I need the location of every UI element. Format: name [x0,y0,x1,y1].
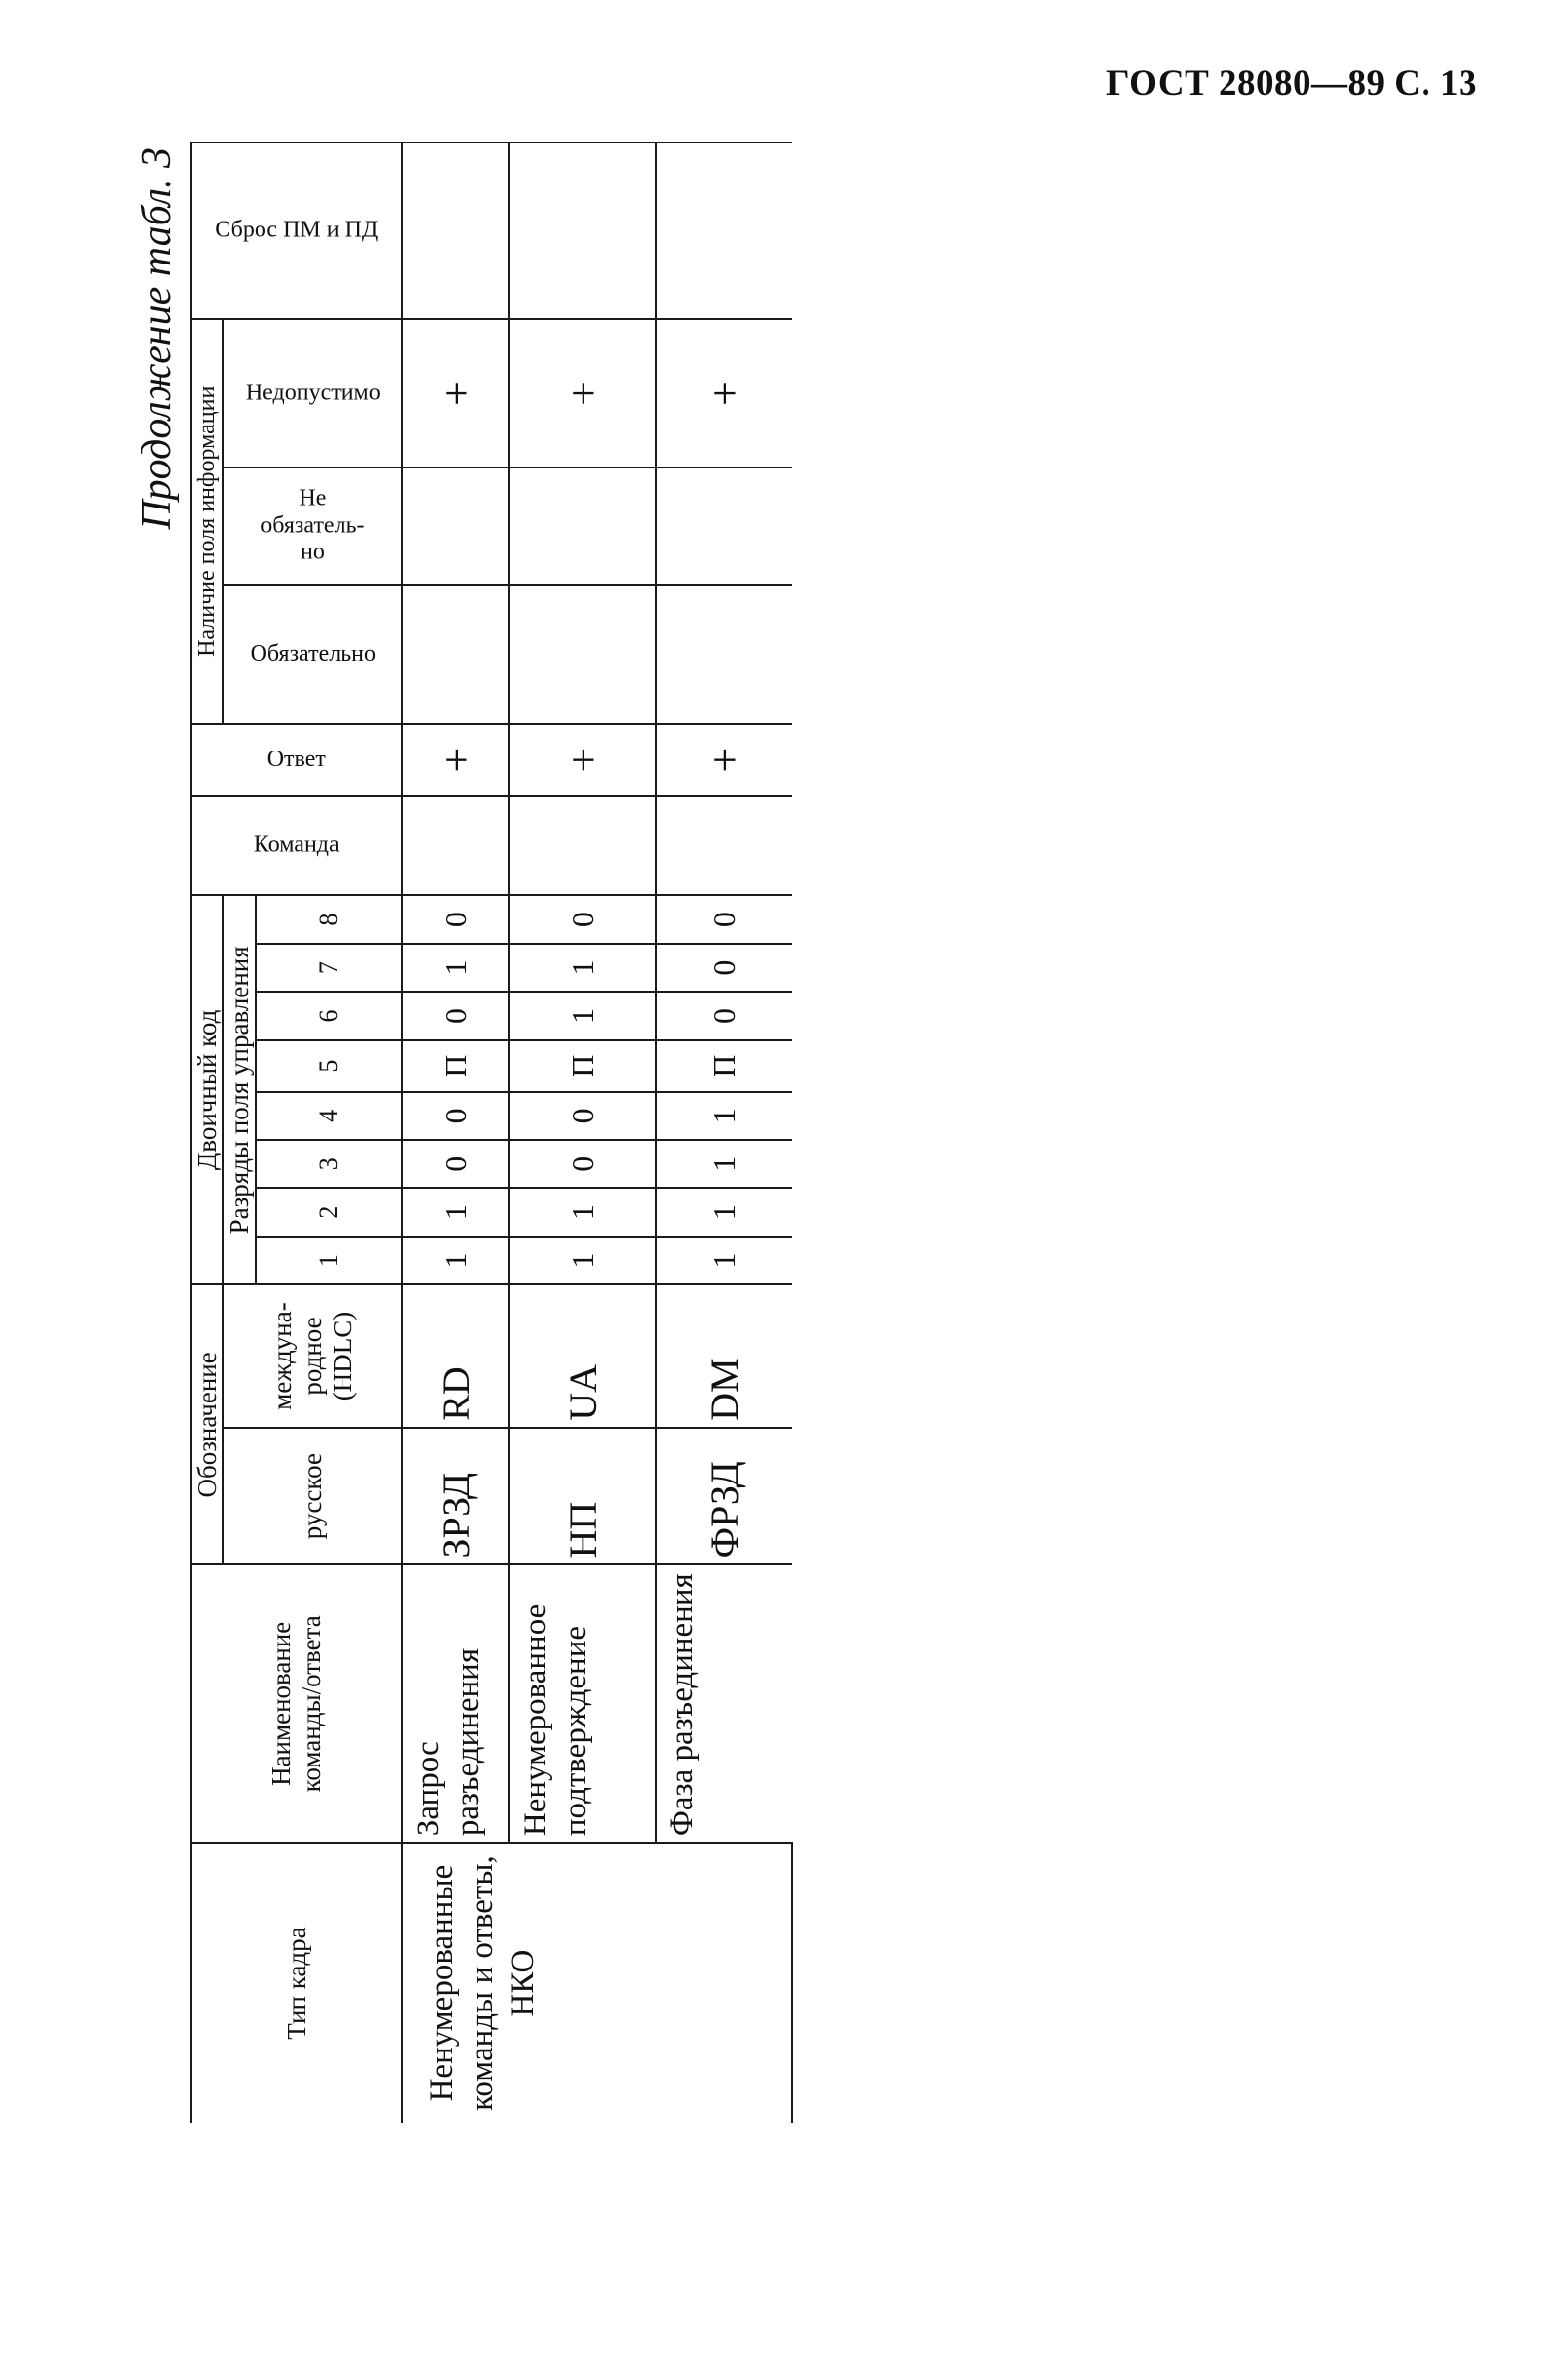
header-info-field: Наличие поля информации [191,319,223,724]
row-bit: 1 [656,1237,792,1284]
bit-number: 6 [256,992,402,1039]
row-response: + [402,724,509,796]
header-russian: русское [223,1428,402,1565]
row-not-allowed: + [509,319,656,467]
row-bit: 1 [656,1188,792,1236]
bit-number: 1 [256,1237,402,1284]
table-row [509,142,656,2123]
row-bit: 1 [509,1237,656,1284]
header-response: Ответ [191,724,402,796]
row-command [656,796,792,896]
rotated-table-block [132,142,951,2142]
header-name: Наименование команды/ответа [191,1564,402,1843]
row-name: Фаза разъединения [656,1564,792,1843]
row-bit: 0 [402,895,509,943]
bit-number: 3 [256,1140,402,1188]
row-mandatory [402,585,509,723]
row-name: Ненумерованное подтверждение [509,1564,656,1843]
table-caption: Продолжение табл. 3 [135,147,180,530]
header-command: Команда [191,796,402,896]
header-binary-code: Двоичный код [191,895,223,1284]
header-international: междуна-родное (HDLC) [223,1284,402,1428]
command-table [190,142,793,2123]
row-bit: 1 [402,1188,509,1236]
row-international: UA [509,1284,656,1428]
row-reset [402,142,509,319]
row-bit: 0 [656,992,792,1039]
row-bit: 0 [402,1092,509,1140]
header-not-allowed: Недопустимо [223,319,402,467]
row-optional [402,467,509,585]
row-international: RD [402,1284,509,1428]
row-response: + [509,724,656,796]
header-reset: Сброс ПМ и ПД [191,142,402,319]
row-russian: НП [509,1428,656,1565]
row-bit: 0 [656,944,792,992]
header-mandatory: Обязательно [223,585,402,723]
row-international: DM [656,1284,792,1428]
row-bit: П [656,1040,792,1092]
row-mandatory [509,585,656,723]
row-bit: 0 [509,1092,656,1140]
frame-type-value: Ненумерованные команды и ответы, НКО [402,1843,792,2123]
row-reset [509,142,656,319]
table-row [656,142,792,2123]
row-bit: 0 [656,895,792,943]
row-command [402,796,509,896]
row-russian: ЗРЗД [402,1428,509,1565]
page-header: ГОСТ 28080—89 С. 13 [1106,63,1477,103]
row-bit: 1 [656,1092,792,1140]
row-reset [656,142,792,319]
header-frame-type: Тип кадра [191,1843,402,2123]
row-bit: 1 [402,944,509,992]
row-bit: 1 [656,1140,792,1188]
row-not-allowed: + [402,319,509,467]
row-bit: 1 [509,1188,656,1236]
row-bit: П [402,1040,509,1092]
row-optional [509,467,656,585]
row-name: Запрос разъединения [402,1564,509,1843]
row-bit: 1 [402,1237,509,1284]
row-bit: П [509,1040,656,1092]
row-response: + [656,724,792,796]
row-russian: ФРЗД [656,1428,792,1565]
table-row [402,142,509,2123]
row-bit: 1 [509,992,656,1039]
bit-number: 7 [256,944,402,992]
row-command [509,796,656,896]
header-optional: Не обязатель-но [223,467,402,585]
row-not-allowed: + [656,319,792,467]
header-control-field-bits: Разряды поля управления [223,895,256,1284]
row-optional [656,467,792,585]
bit-number: 2 [256,1188,402,1236]
header-designation: Обозначение [191,1284,223,1564]
row-bit: 1 [509,944,656,992]
bit-number: 4 [256,1092,402,1140]
row-mandatory [656,585,792,723]
row-bit: 0 [509,895,656,943]
bit-number: 8 [256,895,402,943]
row-bit: 0 [509,1140,656,1188]
bit-number: 5 [256,1040,402,1092]
row-bit: 0 [402,992,509,1039]
row-bit: 0 [402,1140,509,1188]
